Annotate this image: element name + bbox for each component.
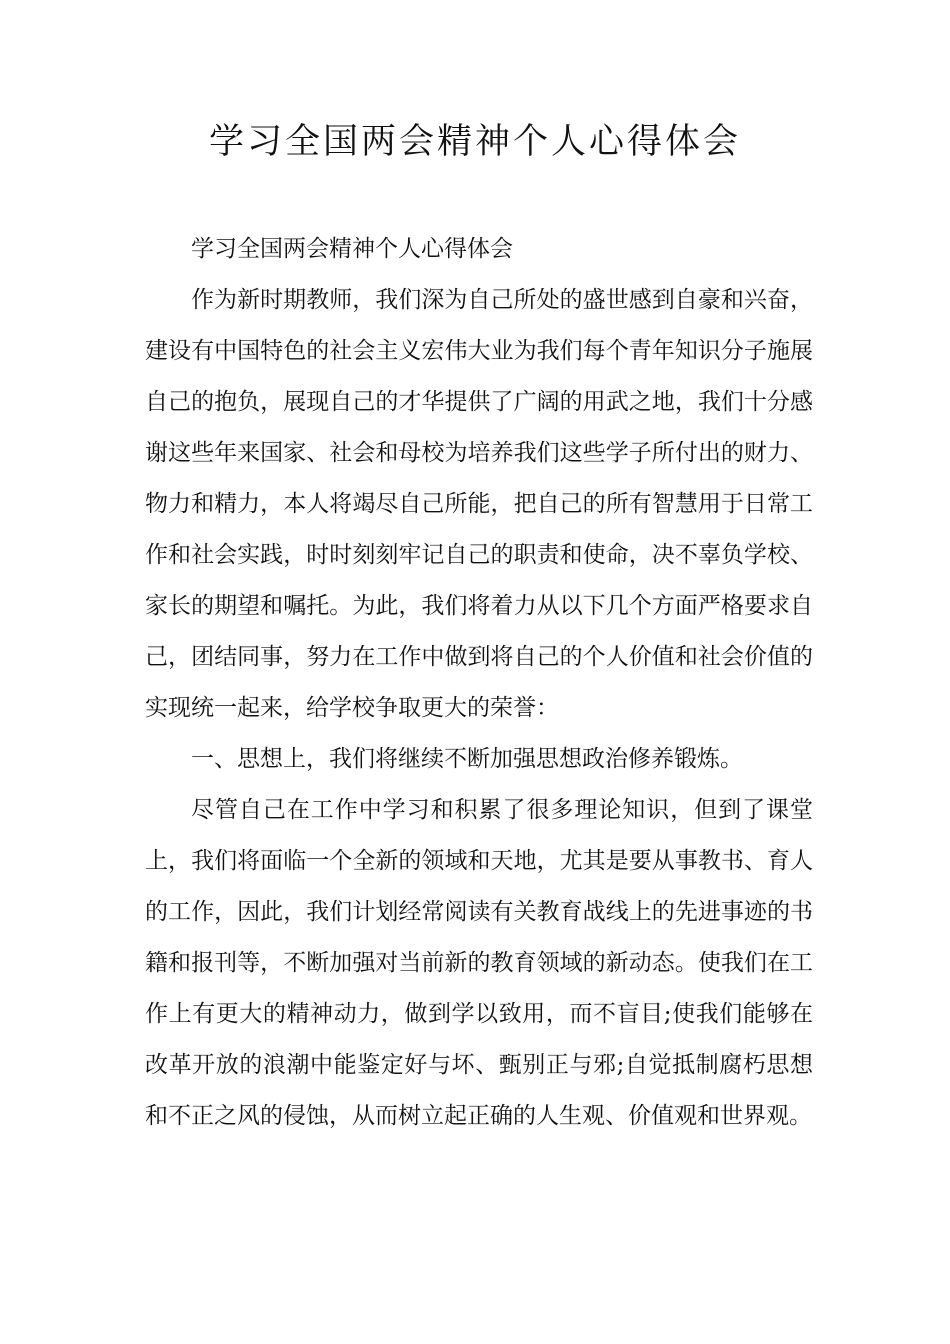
paragraph-subtitle: 学习全国两会精神个人心得体会: [191, 236, 513, 262]
paragraph-intro: 作为新时期教师，我们深为自己所处的盛世感到自豪和兴奋，建设有中国特色的社会主义宏伟大业为我们每个青年知识分子施展自己的抱负，展现自己的才华提供了广阔的用武之地，我们十分感谢这些年来国家、社会和母校为培养我们这些学子所付出的财力、物力和精力，本人将竭尽自己所能，把自己的所有智慧用于日常工作和社会实践，时时刻刻牢记自己的职责和使命，决不辜负学校、家长的期望和嘱托。为此，我们将着力从以下几个方面严格要求自己，团结同事，努力在工作中做到将自己的个人价值和社会价值的实现统一起来，给学校争取更大的荣誉：: [145, 287, 813, 721]
document-title: 学习全国两会精神个人心得体会: [208, 122, 741, 162]
paragraph-section-heading: 一、思想上，我们将继续不断加强思想政治修养锻炼。: [191, 746, 743, 772]
document-body: [145, 224, 813, 1142]
paragraph-section-body: 尽管自己在工作中学习和积累了很多理论知识，但到了课堂上，我们将面临一个全新的领域和天地，尤其是要从事教书、育人的工作，因此，我们计划经常阅读有关教育战线上的先进事迹的书籍和报刊等，不断加强对当前新的教育领域的新动态。使我们在工作上有更大的精神动力，做到学以致用，而不盲目;使我们能够在改革开放的浪潮中能鉴定好与坏、甄别正与邪;自觉抵制腐朽思想和不正之风的侵蚀，从而树立起正确的人生观、价值观和世界观。: [145, 797, 813, 1129]
